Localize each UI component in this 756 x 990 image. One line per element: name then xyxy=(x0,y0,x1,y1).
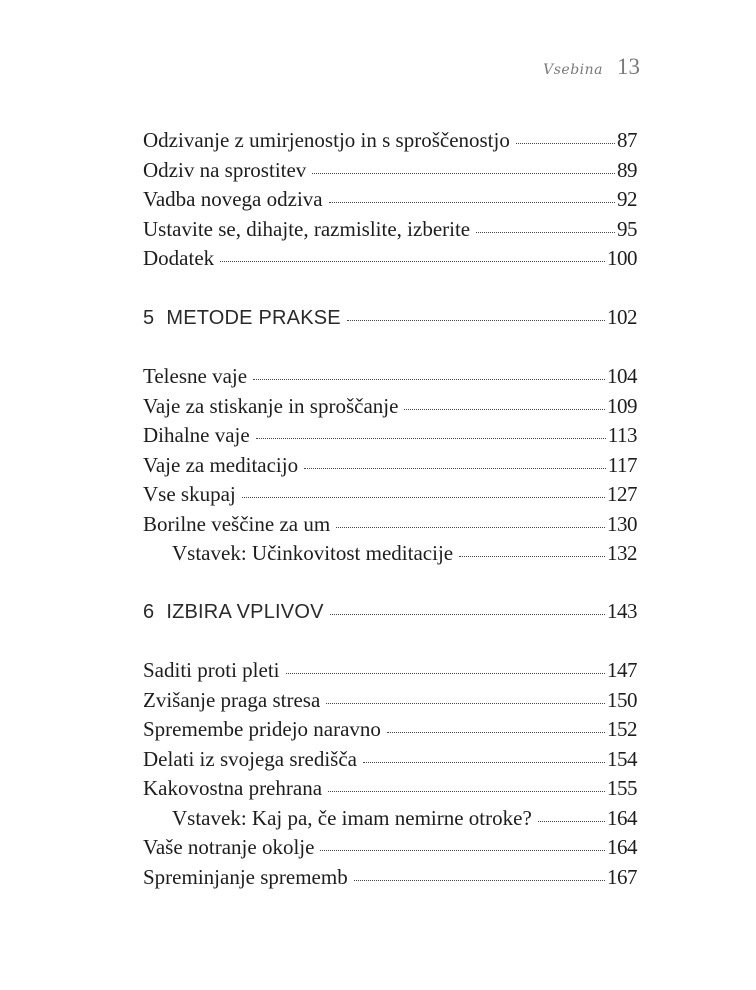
toc-entry-page: 89 xyxy=(617,157,637,182)
toc-entry xyxy=(143,364,637,392)
toc-entry-page: 154 xyxy=(607,746,637,771)
toc-entry xyxy=(143,158,637,186)
toc-entry-title: Zvišanje praga stresa xyxy=(143,687,321,712)
toc-entry xyxy=(143,835,637,863)
toc-entry-page: 147 xyxy=(607,658,637,682)
toc-entry-page: 92 xyxy=(617,187,637,211)
toc-entry-title: Dihalne vaje xyxy=(143,423,250,447)
dot-leader xyxy=(538,821,605,822)
toc-entry-title: Ustavite se, dihajte, razmislite, izberite xyxy=(143,216,471,241)
dot-leader xyxy=(363,762,605,763)
chapter-page: 143 xyxy=(607,599,637,623)
toc-entry-title: Spremembe pridejo naravno xyxy=(143,717,381,741)
toc-subentry xyxy=(143,541,637,569)
toc-subentry-title: Vstavek: Kaj pa, če imam nemirne otroke? xyxy=(172,805,532,830)
toc-entry-title: Delati iz svojega središča xyxy=(143,746,357,771)
dot-leader xyxy=(404,409,605,410)
toc-entry-page: 95 xyxy=(617,216,637,241)
toc-entry xyxy=(143,512,637,540)
dot-leader xyxy=(253,379,605,380)
dot-leader xyxy=(242,497,605,498)
dot-leader xyxy=(328,791,605,792)
toc-entry xyxy=(143,865,637,893)
dot-leader xyxy=(326,703,605,704)
chapter-name: METODE PRAKSE xyxy=(166,307,341,329)
chapter-page: 102 xyxy=(607,305,637,329)
toc-subentry xyxy=(143,806,637,834)
toc-entry-page: 109 xyxy=(607,393,637,418)
dot-leader xyxy=(387,732,605,733)
toc-entry xyxy=(143,747,637,775)
toc-entry-title: Vaše notranje okolje xyxy=(143,835,315,859)
dot-leader xyxy=(220,261,605,262)
dot-leader xyxy=(476,232,615,233)
toc-subentry-page: 164 xyxy=(607,805,637,830)
toc-entry-title: Telesne vaje xyxy=(143,364,248,388)
toc-entry-title: Vaje za stiskanje in sproščanje xyxy=(143,393,399,418)
toc-entry xyxy=(143,482,637,510)
dot-leader xyxy=(329,202,615,203)
toc-entry xyxy=(143,453,637,481)
running-head xyxy=(543,54,640,80)
toc-entry xyxy=(143,187,637,215)
toc-entry-page: 164 xyxy=(607,835,637,859)
toc-entry xyxy=(143,394,637,422)
toc-entry-page: 127 xyxy=(607,482,637,506)
toc-entry xyxy=(143,717,637,745)
chapter-number: 5 xyxy=(143,307,155,329)
toc-entry xyxy=(143,128,637,156)
dot-leader xyxy=(304,468,606,469)
running-head-title: Vsebina xyxy=(543,62,603,78)
toc-entry-page: 100 xyxy=(607,246,637,270)
dot-leader xyxy=(330,614,605,615)
toc-chapter-heading xyxy=(143,599,637,627)
toc-entry-page: 113 xyxy=(607,423,637,447)
toc-entry-title: Vadba novega odziva xyxy=(143,187,323,211)
toc-subentry-page: 132 xyxy=(607,541,637,565)
toc-entry xyxy=(143,776,637,804)
toc-entry-title: Spreminjanje sprememb xyxy=(143,864,348,889)
dot-leader xyxy=(516,143,615,144)
toc-entry xyxy=(143,246,637,274)
dot-leader xyxy=(336,527,605,528)
toc-entry-page: 155 xyxy=(607,776,637,800)
toc-entry-page: 130 xyxy=(607,511,637,536)
chapter-name: IZBIRA VPLIVOV xyxy=(166,601,324,623)
dot-leader xyxy=(286,673,606,674)
dot-leader xyxy=(320,850,605,851)
toc-entry-page: 87 xyxy=(617,128,637,152)
toc-entry-page: 104 xyxy=(607,364,637,388)
dot-leader xyxy=(354,880,605,881)
dot-leader xyxy=(347,320,605,321)
toc-entry-title: Dodatek xyxy=(143,246,215,270)
toc-entry-title: Vse skupaj xyxy=(143,482,236,506)
chapter-number: 6 xyxy=(143,601,155,623)
toc-entry-title: Vaje za meditacijo xyxy=(143,452,299,477)
toc-entry-title: Borilne veščine za um xyxy=(143,511,331,536)
toc-entry-page: 152 xyxy=(607,717,637,741)
toc-entry-title: Saditi proti pleti xyxy=(143,658,280,682)
running-head-page-number: 13 xyxy=(617,54,640,79)
toc-entry xyxy=(143,423,637,451)
toc-entry-title: Odzivanje z umirjenostjo in s sproščenostjo xyxy=(143,128,510,152)
chapter-title xyxy=(143,307,345,330)
toc-entry-page: 167 xyxy=(607,864,637,889)
toc-entry xyxy=(143,658,637,686)
dot-leader xyxy=(459,556,605,557)
toc-entry-title: Kakovostna prehrana xyxy=(143,776,323,800)
dot-leader xyxy=(256,438,606,439)
toc-entry-page: 117 xyxy=(607,452,637,477)
toc-chapter-heading xyxy=(143,305,637,333)
toc-entry xyxy=(143,217,637,245)
toc-entry-page: 150 xyxy=(607,687,637,712)
toc-entry xyxy=(143,688,637,716)
chapter-title xyxy=(143,601,328,624)
dot-leader xyxy=(312,173,615,174)
toc-entry-title: Odziv na sprostitev xyxy=(143,157,307,182)
toc-subentry-title: Vstavek: Učinkovitost meditacije xyxy=(172,541,454,565)
